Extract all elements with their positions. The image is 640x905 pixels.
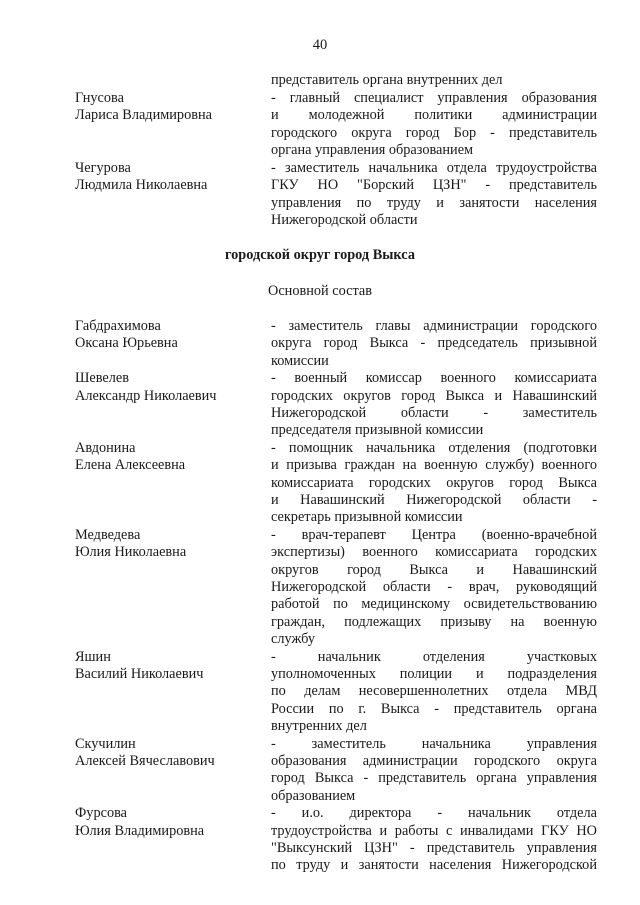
role-line: округов город Выкса и Навашинский (271, 561, 597, 578)
member-entry (0, 370, 640, 440)
member-role (271, 649, 597, 736)
member-given-name: Оксана Юрьевна (75, 335, 178, 352)
role-line: и молодежной политики администрации (271, 107, 597, 124)
role-line: управления по труду и занятости населения (271, 194, 597, 211)
member-given-name: Лариса Владимировна (75, 107, 212, 124)
role-line: - начальник отделения участковых (271, 648, 597, 665)
role-line: уполномоченных полиции и подразделения (271, 665, 597, 682)
role-line: органа управления образованием (271, 142, 474, 159)
role-line: - военный комиссар военного комиссариата (271, 370, 597, 387)
member-entry (0, 160, 640, 230)
member-given-name: Юлия Владимировна (75, 822, 205, 839)
member-surname: Фурсова (75, 805, 127, 822)
member-given-name: Людмила Николаевна (75, 177, 208, 194)
entries-main-block (0, 318, 640, 875)
member-role (271, 527, 597, 649)
role-line: представитель органа внутренних дел (271, 72, 503, 88)
member-name (75, 649, 265, 684)
role-line: граждан, подлежащих призыву на военную (271, 613, 597, 630)
member-entry (0, 90, 640, 160)
role-line: - врач-терапевт Центра (военно-врачебной (271, 526, 597, 543)
role-line: городских округов город Выкса и Навашинский (271, 387, 597, 404)
member-entry (0, 318, 640, 370)
role-line: России по г. Выкса - представитель органа (271, 700, 597, 717)
continuation-entry (0, 72, 640, 89)
role-line: - и.о. директора - начальник отдела (271, 805, 597, 822)
role-line: - главный специалист управления образования (271, 90, 597, 106)
section-title: городской округ город Выкса (225, 247, 415, 263)
role-line: внутренних дел (271, 718, 367, 735)
section-subtitle: Основной состав (268, 283, 372, 299)
member-surname: Габдрахимова (75, 318, 161, 334)
role-line: "Выксунский ЦЗН" - представитель управления (271, 839, 597, 856)
member-role (271, 370, 597, 440)
member-entry (0, 649, 640, 736)
role-line: - заместитель главы администрации городского (271, 318, 597, 334)
entries-top-block (0, 90, 640, 230)
member-name (75, 440, 265, 475)
member-name (75, 736, 265, 771)
role-line: городского округа город Бор - представитель (271, 124, 597, 141)
member-name (75, 370, 265, 405)
role-line: комиссии (271, 352, 329, 369)
role-line: ГКУ НО "Борский ЦЗН" - представитель (271, 177, 597, 194)
member-surname: Шевелев (75, 370, 130, 387)
member-role (271, 805, 597, 875)
member-entry (0, 805, 640, 875)
role-line: и Навашинский Нижегородской области - (271, 491, 597, 508)
member-surname: Чегурова (75, 160, 131, 176)
member-surname: Скучилин (75, 735, 136, 752)
member-surname: Медведева (75, 526, 141, 543)
member-given-name: Елена Алексеевна (75, 457, 186, 474)
member-role (271, 90, 597, 160)
role-line: Нижегородской области (271, 212, 418, 229)
member-role (271, 160, 597, 230)
continuation-block (0, 72, 640, 89)
role-line: работой по медицинскому освидетельствованию (271, 596, 597, 613)
role-line: Нижегородской области - заместитель (271, 404, 597, 421)
member-role (271, 736, 597, 806)
member-surname: Гнусова (75, 90, 124, 106)
continuation-role (271, 72, 597, 89)
member-name (75, 90, 265, 125)
role-line: председателя призывной комиссии (271, 422, 484, 439)
member-entry (0, 527, 640, 649)
role-line: образования администрации городского округа (271, 752, 597, 769)
role-line: Нижегородской области - врач, руководящий (271, 578, 597, 595)
role-line: - заместитель начальника управления (271, 735, 597, 752)
role-line: - помощник начальника отделения (подготовки (271, 439, 597, 456)
role-line: по труду и занятости населения Нижегородской (271, 857, 597, 874)
role-line: и призыва граждан на военную службу) военного (271, 457, 597, 474)
role-line: город Выкса - представитель органа управления (271, 770, 597, 787)
role-line: трудоустройства и работы с инвалидами ГКУ НО (271, 822, 597, 839)
member-role (271, 318, 597, 370)
role-line: по делам несовершеннолетних отдела МВД (271, 683, 597, 700)
page-number: 40 (312, 37, 328, 53)
role-line: округа город Выкса - председатель призывной (271, 335, 597, 352)
member-name (75, 318, 265, 353)
member-entry (0, 440, 640, 527)
role-line: - заместитель начальника отдела трудоустройства (271, 160, 597, 176)
role-line: комиссариата городских округов город Выкса (271, 474, 597, 491)
member-name (75, 527, 265, 562)
member-name (75, 160, 265, 195)
member-given-name: Александр Николаевич (75, 387, 217, 404)
member-role (271, 440, 597, 527)
role-line: секретарь призывной комиссии (271, 509, 463, 526)
member-given-name: Алексей Вячеславович (75, 752, 215, 769)
member-surname: Авдонина (75, 439, 136, 456)
role-line: службу (271, 631, 316, 648)
role-line: экспертизы) военного комиссариата городских (271, 544, 597, 561)
member-name (75, 805, 265, 840)
role-line: образованием (271, 787, 356, 804)
member-entry (0, 736, 640, 806)
member-given-name: Юлия Николаевна (75, 544, 187, 561)
member-surname: Яшин (75, 648, 111, 665)
member-given-name: Василий Николаевич (75, 665, 204, 682)
